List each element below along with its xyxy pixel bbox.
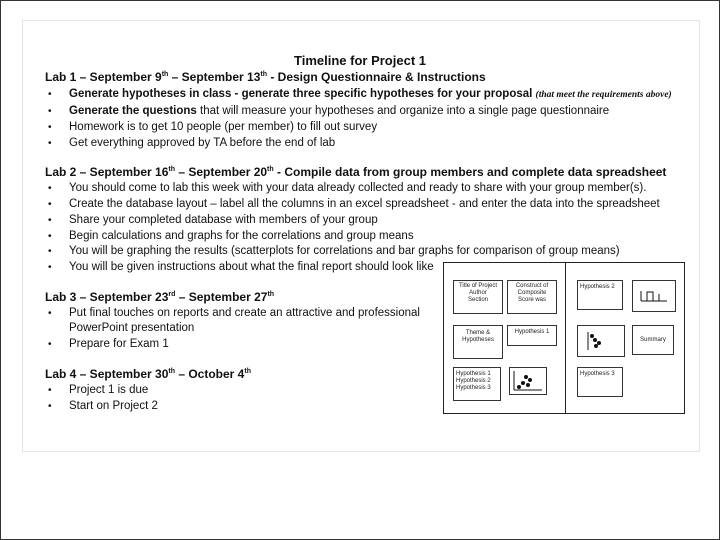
- hypothesis-list-box: Hypothesis 1 Hypothesis 2 Hypothesis 3: [453, 367, 501, 401]
- hypothesis3-box: Hypothesis 3: [577, 367, 623, 397]
- scatterplot-icon: [510, 368, 546, 394]
- lab2-bullet-2: • Create the database layout – label all the columns in an excel spreadsheet - and enter the data into the spreadsheet: [48, 198, 660, 210]
- lab4-bullet-1: • Project 1 is due: [48, 384, 149, 396]
- lab1-bullet-3: • Homework is to get 10 people (per member) to fill out survey: [48, 121, 378, 133]
- title-author-box: Title of Project Author Section: [453, 280, 503, 314]
- lab4-bullet-2: • Start on Project 2: [48, 400, 158, 412]
- theme-hypotheses-box: Theme & Hypotheses: [453, 325, 503, 359]
- lab2-bullet-1: • You should come to lab this week with your data already collected and ready to share with your group member(s).: [48, 182, 647, 194]
- scatterplot-thumbnail: [509, 367, 547, 395]
- construct-box: Construct of Composite Score was: [507, 280, 557, 314]
- hypothesis1-box: Hypothesis 1: [507, 325, 557, 346]
- poster-layout-diagram: [443, 262, 685, 414]
- hypothesis2-box: Hypothesis 2: [577, 280, 623, 310]
- lab1-heading: Lab 1 – September 9th – September 13th - Design Questionnaire & Instructions: [45, 70, 486, 84]
- lab1-bullet-1: • Generate hypotheses in class - generate three specific hypotheses for your proposal (that meet the requirements above): [48, 88, 672, 100]
- lab4-heading: Lab 4 – September 30th – October 4th: [45, 367, 251, 381]
- scatterplot-icon-2: [578, 326, 624, 356]
- lab2-bullet-5: • You will be graphing the results (scatterplots for correlations and bar graphs for comparison of group means): [48, 245, 620, 257]
- lab2-bullet-4: • Begin calculations and graphs for the correlations and group means: [48, 230, 414, 242]
- summary-box: Summary: [632, 325, 674, 355]
- lab2-bullet-3: • Share your completed database with members of your group: [48, 214, 378, 226]
- lab1-bullet-2: • Generate the questions that will measure your hypotheses and organize into a single page questionnaire: [48, 105, 610, 117]
- page-title: Timeline for Project 1: [294, 53, 426, 68]
- bar-graph-thumbnail: [632, 280, 676, 312]
- bar-graph-icon: [633, 281, 675, 311]
- lab3-bullet-2: • Prepare for Exam 1: [48, 338, 169, 350]
- lab1-bullet-4: • Get everything approved by TA before the end of lab: [48, 137, 336, 149]
- scatterplot-thumbnail-2: [577, 325, 625, 357]
- lab3-heading: Lab 3 – September 23rd – September 27th: [45, 290, 275, 304]
- lab3-bullet-1: • Put final touches on reports and create an attractive and professional PowerPoint presentation: [48, 307, 420, 334]
- lab2-bullet-6: • You will be given instructions about what the final report should look like: [48, 261, 434, 273]
- lab2-heading: Lab 2 – September 16th – September 20th - Compile data from group members and complete data spreadsheet: [45, 165, 667, 179]
- diagram-divider: [565, 263, 566, 413]
